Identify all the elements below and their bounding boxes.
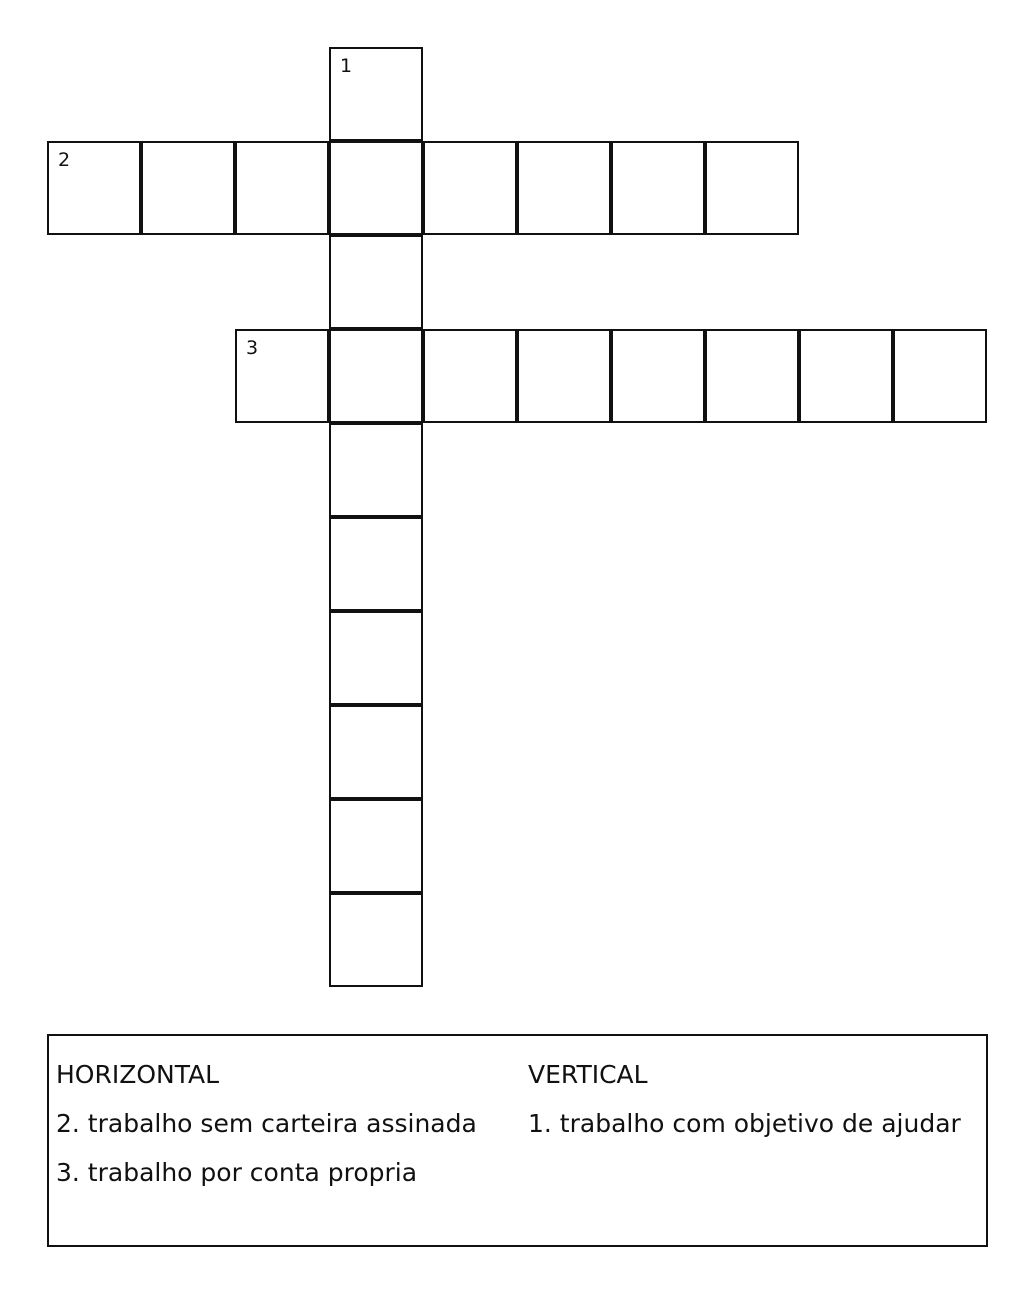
clue-number: 2 bbox=[58, 149, 71, 171]
clue-across-3: 3. trabalho por conta propria bbox=[56, 1158, 418, 1187]
grid-cell[interactable] bbox=[517, 141, 611, 235]
clue-number: 3 bbox=[246, 337, 259, 359]
grid-cell[interactable] bbox=[47, 141, 141, 235]
grid-cell[interactable] bbox=[517, 329, 611, 423]
clue-down-1: 1. trabalho com objetivo de ajudar bbox=[528, 1109, 961, 1138]
grid-cell[interactable] bbox=[141, 141, 235, 235]
grid-cell[interactable] bbox=[235, 141, 329, 235]
grid-cell[interactable] bbox=[329, 893, 423, 987]
horizontal-clues bbox=[56, 1050, 521, 1197]
grid-cell[interactable] bbox=[329, 47, 423, 141]
grid-cell[interactable] bbox=[799, 329, 893, 423]
horizontal-heading: HORIZONTAL bbox=[56, 1060, 220, 1089]
grid-cell[interactable] bbox=[329, 329, 423, 423]
vertical-heading: VERTICAL bbox=[528, 1060, 648, 1089]
grid-cell[interactable] bbox=[329, 611, 423, 705]
grid-cell[interactable] bbox=[329, 235, 423, 329]
grid-cell[interactable] bbox=[611, 141, 705, 235]
grid-cell[interactable] bbox=[329, 141, 423, 235]
grid-cell[interactable] bbox=[705, 141, 799, 235]
clue-across-2: 2. trabalho sem carteira assinada bbox=[56, 1109, 477, 1138]
grid-cell[interactable] bbox=[329, 799, 423, 893]
grid-cell[interactable] bbox=[329, 423, 423, 517]
grid-cell[interactable] bbox=[329, 705, 423, 799]
grid-cell[interactable] bbox=[893, 329, 987, 423]
grid-cell[interactable] bbox=[423, 141, 517, 235]
grid-cell[interactable] bbox=[611, 329, 705, 423]
grid-cell[interactable] bbox=[235, 329, 329, 423]
vertical-clues bbox=[528, 1050, 978, 1148]
grid-cell[interactable] bbox=[329, 517, 423, 611]
grid-cell[interactable] bbox=[705, 329, 799, 423]
grid-cell[interactable] bbox=[423, 329, 517, 423]
clue-number: 1 bbox=[340, 55, 353, 77]
clues-box bbox=[47, 1034, 988, 1247]
